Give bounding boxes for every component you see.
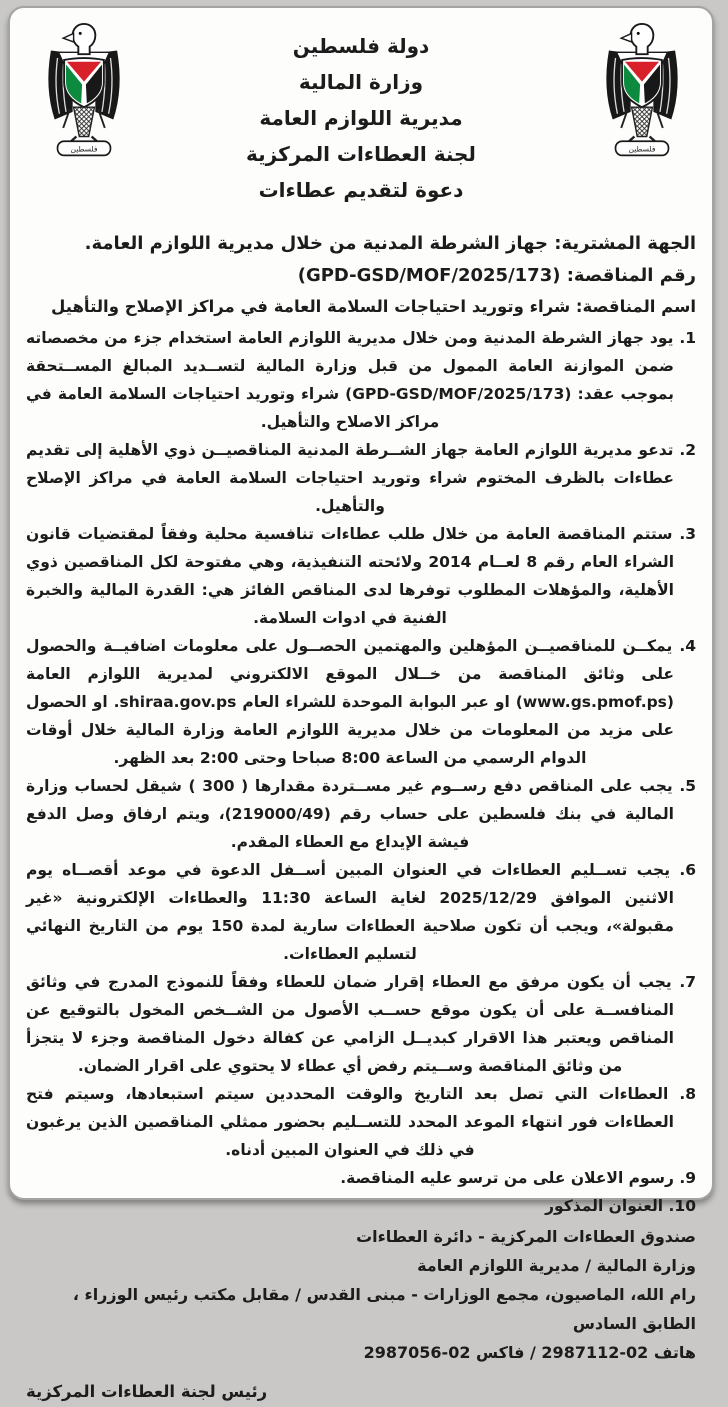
item-text: يمكــن للمناقصيــن المؤهلين والمهتمين الحصــول على معلومات اضافيــة والحصول على وثائق المناقصة من خــلال الموقع الالكتروني لمديرية اللوازم العامة (www.gs.pmof.ps) او عبر البوابة الموحدة للشراء العام shiraa.gov.ps. او الحصول على مزيد من المعلومات من خلال مديرية اللوازم العامة وزارة المالية خلال أوقات الدوام الرسمي من الساعة 8:00 صباحا وحتى 2:00 بعد الظهر. [26, 637, 680, 767]
tender-condition-item [26, 772, 696, 856]
tender-announcement-document [8, 6, 714, 1401]
item-number: 5. [679, 777, 696, 795]
item-number: 4. [679, 637, 696, 655]
tender-condition-item [26, 1080, 696, 1164]
palestine-coat-of-arms-icon [590, 20, 694, 166]
item-text: تدعو مديرية اللوازم العامة جهاز الشــرطة المدنية المناقصيــن ذوي الأهلية إلى تقديم عطاءات بالظرف المختوم شراء وتوريد احتياجات السلامة العامة في مراكز الإصلاح والتأهيل. [26, 441, 680, 515]
item-text: يجب أن يكون مرفق مع العطاء إقرار ضمان للعطاء وفقاً للنموذج المدرج في وثائق المنافســة على أن يكون موقع حســب الأصول من الشــخص المخول بالتوقيع عن المناقص ويعتبر هذا الاقرار كبديــل الزامي عن كفالة دخول المناقصة وجزء لا يتجزأ من وثائق المناقصة وســيتم رفض أي عطاء لا يحتوي على اقرار الضمان. [26, 973, 680, 1075]
item-text: العنوان المذكور [545, 1197, 669, 1215]
tender-conditions-list [26, 324, 696, 1220]
item-number: 10. [668, 1197, 696, 1215]
tender-condition-item [26, 436, 696, 520]
item-text: يود جهاز الشرطة المدنية ومن خلال مديرية اللوازم العامة استخدام جزء من مخصصاته ضمن الموازنة العامة الممول من قبل وزارة المالية لتســديد المبالغ المســتحقة بموجب عقد: (GPD-GSD/MOF/2025/173) شراء وتوريد احتياجات السلامة العامة في مراكز الاصلاح والتأهيل. [26, 329, 680, 431]
tender-condition-item [26, 632, 696, 772]
palestine-coat-of-arms-icon [32, 20, 136, 166]
tender-condition-item [26, 856, 696, 968]
buyer-line: الجهة المشترية: جهاز الشرطة المدنية من خلال مديرية اللوازم العامة. [84, 233, 696, 254]
header-line: مديرية اللوازم العامة [259, 106, 463, 130]
footer-address-line: صندوق العطاءات المركزية - دائرة العطاءات [356, 1227, 696, 1246]
item-text: العطاءات التي تصل بعد التاريخ والوقت المحددين سيتم استبعادها، وسيتم فتح العطاءات فور انتهاء الموعد المحدد للتســليم بحضور ممثلي المناقصين الذين يرغبون في ذلك في العنوان المبين أدناه. [26, 1085, 680, 1159]
document-header [26, 18, 696, 220]
item-number: 8. [679, 1085, 696, 1103]
header-line: وزارة المالية [298, 70, 424, 94]
tender-condition-item [26, 520, 696, 632]
header-line: لجنة العطاءات المركزية [246, 142, 476, 166]
footer-address-line: هاتف 02-2987112 / فاكس 02-2987056 [363, 1343, 696, 1362]
item-text: ستتم المناقصة العامة من خلال طلب عطاءات تنافسية محلية وفقاً لمقتضيات قانون الشراء العام رقم 8 لعــام 2014 ولائحته التنفيذية، وهي مفتوحة لكل المناقصين ذوي الأهلية، والمؤهلات المطلوب توفرها لدى المناقص الفائز هي: القدرة المالية والخبرة الفنية في ادوات السلامة. [26, 525, 680, 627]
item-text: يجب على المناقص دفع رســوم غير مســتردة مقدارها ( 300 ) شيقل لحساب وزارة المالية في بنك فلسطين على حساب رقم (219000/49)، ويتم ارفاق وصل الدفع فيشة الإيداع مع العطاء المقدم. [26, 777, 680, 851]
tender-condition-item [26, 1164, 696, 1192]
tender-condition-item [26, 968, 696, 1080]
item-number: 9. [679, 1169, 696, 1187]
item-text: يجب تســليم العطاءات في العنوان المبين أســفل الدعوة في موعد أقصــاه يوم الاثنين الموافق 2025/12/29 لغاية الساعة 11:30 والعطاءات الإلكترونية «غير مقبولة»، ويجب أن تكون صلاحية العطاءات سارية لمدة 150 يوم من التاريخ النهائي لتسليم العطاءات. [26, 861, 680, 963]
footer-address-line: رام الله، الماصيون، مجمع الوزارات - مبنى القدس / مقابل مكتب رئيس الوزراء ، الطابق السادس [72, 1285, 696, 1333]
item-number: 6. [679, 861, 696, 879]
tender-meta-block [26, 228, 696, 322]
tender-condition-item [26, 1192, 696, 1220]
emblem-banner-text: فلسطين [70, 144, 98, 154]
tender-condition-item [26, 324, 696, 436]
item-number: 2. [679, 441, 696, 459]
item-number: 3. [679, 525, 696, 543]
item-number: 1. [679, 329, 696, 347]
emblem-banner-text: فلسطين [628, 144, 656, 154]
signature-title: رئيس لجنة العطاءات المركزية [26, 1382, 268, 1401]
footer-address-line: وزارة المالية / مديرية اللوازم العامة [417, 1256, 696, 1275]
header-line: دولة فلسطين [292, 34, 430, 58]
footer-address-block [26, 1222, 696, 1367]
item-number: 7. [679, 973, 696, 991]
item-text: رسوم الاعلان على من ترسو عليه المناقصة. [340, 1169, 680, 1187]
tender-number-line: رقم المناقصة: (GPD-GSD/MOF/2025/173) [297, 265, 696, 286]
tender-name-line: اسم المناقصة: شراء وتوريد احتياجات السلامة العامة في مراكز الإصلاح والتأهيل [51, 297, 696, 316]
header-line: دعوة لتقديم عطاءات [258, 178, 464, 202]
